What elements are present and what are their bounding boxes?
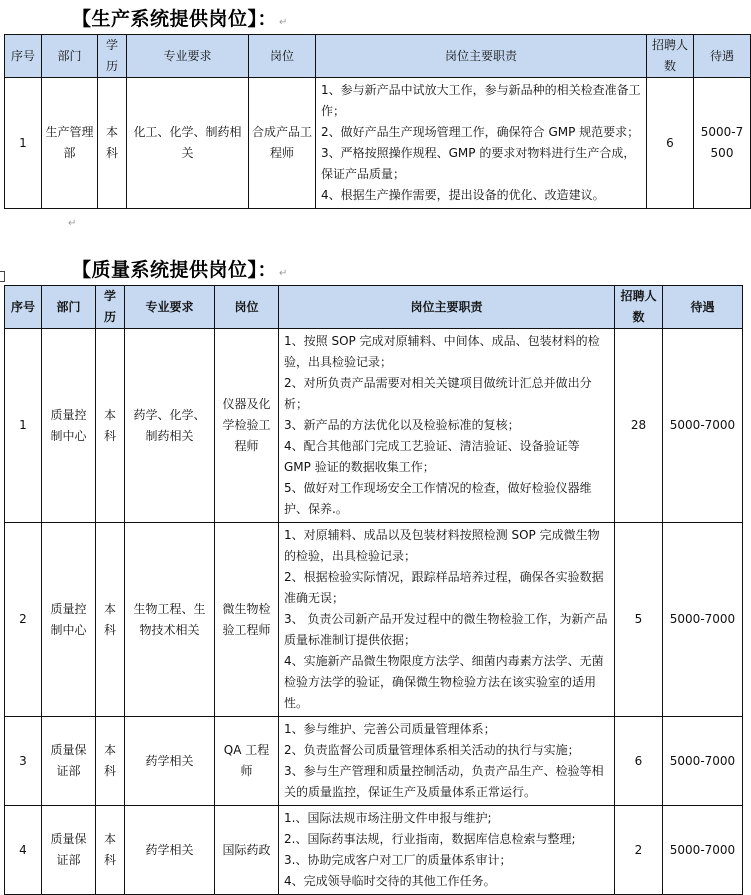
cell-duties [279,329,615,523]
cell-major: 药学、化学、制药相关 [125,329,215,523]
section-title-quality [72,255,288,282]
duty-item: 2、根据检验实际情况，跟踪样品培养过程，确保各实验数据准确无误； [284,570,604,605]
header-salary: 待遇 [694,35,751,78]
duty-item: 4、配合其他部门完成工艺验证、清洁验证、设备验证等 GMP 验证的数据收集工作； [284,439,580,474]
cell-salary: 5000-7000 [663,523,743,717]
table-row [5,78,751,209]
duty-item: 3、参与生产管理和质量控制活动，负责产品生产、检验等相关的质量监控，保证生产及质量体系正常运行。 [284,764,604,799]
cell-headcount: 28 [615,329,663,523]
duty-item: 4、根据生产操作需要，提出设备的优化、改造建议。 [321,188,605,202]
header-department: 部门 [42,286,96,329]
duty-item: 1.、国际法规市场注册文件申报与维护; [284,811,492,825]
cell-department: 生产管理部 [42,78,98,209]
cell-education: 本科 [96,806,125,895]
duty-item: 3、 负责公司新产品开发过程中的微生物检验工作，为新产品质量标准制订提供依据； [284,612,608,647]
cell-position: 合成产品工程师 [249,78,316,209]
header-position: 岗位 [215,286,279,329]
cell-duties [279,717,615,806]
header-position: 岗位 [249,35,316,78]
header-seq: 序号 [5,35,42,78]
cell-headcount: 2 [615,806,663,895]
header-major: 专业要求 [127,35,249,78]
duty-item: 1、对原辅料、成品以及包装材料按照检测 SOP 完成微生物的检验，出具检验记录； [284,528,600,563]
duty-item: 2、做好产品生产现场管理工作，确保符合 GMP 规范要求； [321,125,640,139]
cell-headcount: 5 [615,523,663,717]
duty-item: 1、参与维护、完善公司质量管理体系； [284,722,496,736]
cell-salary: 5000-7000 [663,806,743,895]
section-title-production [72,4,288,31]
duty-item: 4、完成领导临时交待的其他工作任务。 [284,874,496,888]
cell-salary: 5000-7000 [663,329,743,523]
cell-department: 质量保证部 [42,806,96,895]
cell-education: 本科 [98,78,127,209]
paragraph-mark: ↵ [279,268,288,279]
cell-department: 质量保证部 [42,717,96,806]
duty-item: 1、按照 SOP 完成对原辅料、中间体、成品、包装材料的检验，出具检验记录； [284,334,600,369]
cell-department: 质量控制中心 [42,523,96,717]
header-department: 部门 [42,35,98,78]
cell-department: 质量控制中心 [42,329,96,523]
cell-position: QA 工程师 [215,717,279,806]
table-row [5,523,743,717]
duty-item: 2、对所负责产品需要对相关关键项目做统计汇总并做出分析； [284,376,592,411]
cell-position: 仪器及化学检验工程师 [215,329,279,523]
table-row [5,717,743,806]
cell-duties [316,78,647,209]
header-major: 专业要求 [125,286,215,329]
header-salary: 待遇 [663,286,743,329]
cell-major: 药学相关 [125,806,215,895]
header-seq: 序号 [5,286,42,329]
header-duties: 岗位主要职责 [279,286,615,329]
duty-item: 2.、国际药事法规，行业指南，数据库信息检索与整理; [284,832,576,846]
cell-headcount: 6 [647,78,694,209]
production-jobs-table [4,34,751,209]
header-education: 学历 [98,35,127,78]
duty-item: 3、新产品的方法优化以及检验标准的复核； [284,418,520,432]
cell-seq: 1 [5,78,42,209]
table-anchor-marker [0,271,5,282]
cell-seq: 2 [5,523,42,717]
cell-headcount: 6 [615,717,663,806]
cell-major: 药学相关 [125,717,215,806]
duty-item: 3.、协助完成客户对工厂的质量体系审计； [284,853,512,867]
header-duties: 岗位主要职责 [316,35,647,78]
table-header-row [5,286,743,329]
cell-salary: 5000-7000 [663,717,743,806]
cell-position: 微生物检验工程师 [215,523,279,717]
cell-education: 本科 [96,717,125,806]
table-header-row [5,35,751,78]
cell-seq: 3 [5,717,42,806]
duty-item: 2、负责监督公司质量管理体系相关活动的执行与实施； [284,743,580,757]
duty-item: 5、做好对工作现场安全工作情况的检查，做好检验仪器维护、保养.。 [284,481,592,516]
section-title-text: 【生产系统提供岗位】： [72,8,278,30]
paragraph-mark: ↵ [68,218,77,229]
section-title-text: 【质量系统提供岗位】： [72,259,278,281]
cell-position: 国际药政 [215,806,279,895]
header-headcount: 招聘人数 [647,35,694,78]
duty-item: 1、参与新产品中试放大工作，参与新品种的相关检查准备工作； [321,83,641,118]
cell-major: 化工、化学、制药相关 [127,78,249,209]
table-row [5,329,743,523]
duty-item: 3、严格按照操作规程、GMP 的要求对物料进行生产合成，保证产品质量； [321,146,636,181]
cell-major: 生物工程、生物技术相关 [125,523,215,717]
cell-duties [279,806,615,895]
header-headcount: 招聘人数 [615,286,663,329]
cell-seq: 4 [5,806,42,895]
cell-seq: 1 [5,329,42,523]
quality-jobs-table [4,285,743,895]
cell-duties [279,523,615,717]
cell-salary: 5000-7500 [694,78,751,209]
cell-education: 本科 [96,523,125,717]
duty-item: 4、实施新产品微生物限度方法学、细菌内毒素方法学、无菌检验方法学的验证，确保微生物检验方法在该实验室的适用性。 [284,654,604,710]
header-education: 学历 [96,286,125,329]
paragraph-mark: ↵ [279,17,288,28]
table-row [5,806,743,895]
cell-education: 本科 [96,329,125,523]
